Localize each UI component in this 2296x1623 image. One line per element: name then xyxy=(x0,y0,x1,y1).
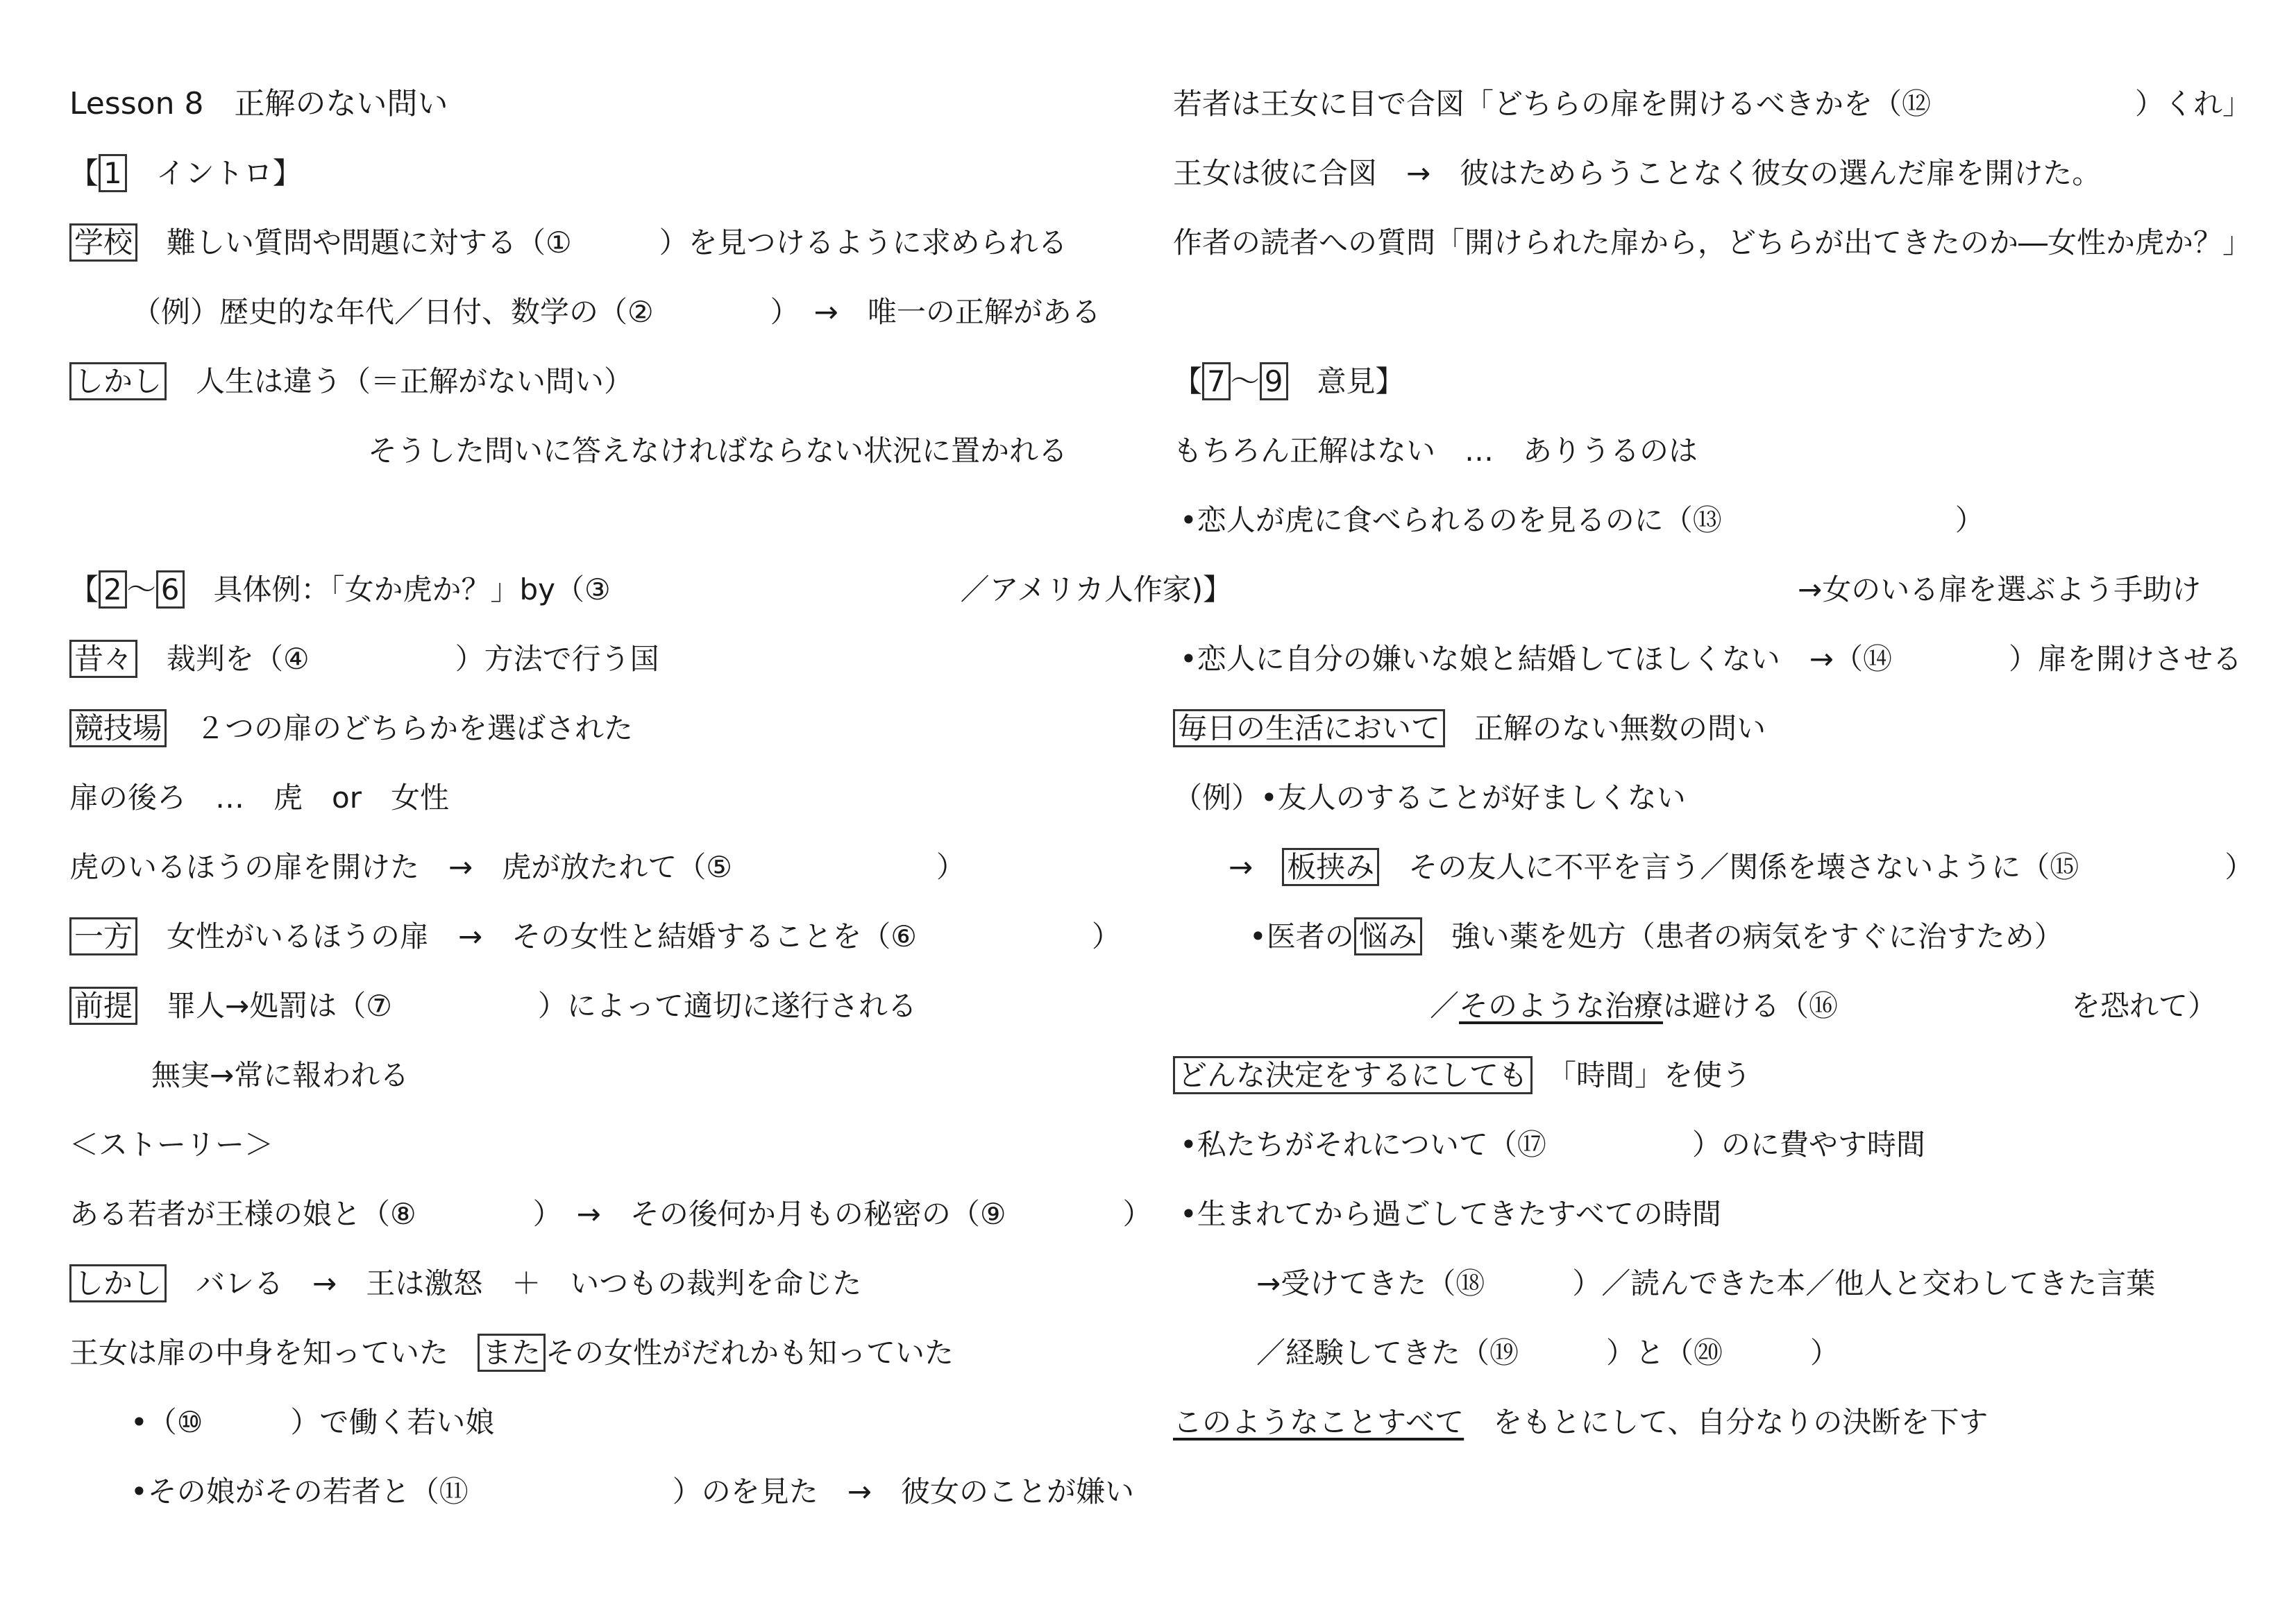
text-segment: 王女は扉の中身を知っていた xyxy=(69,1336,478,1370)
bullet-line xyxy=(1180,1124,1925,1166)
note-line xyxy=(69,1332,954,1374)
boxed-keyword: 悩み xyxy=(1354,917,1422,955)
note-line xyxy=(69,777,449,819)
boxed-keyword: 学校 xyxy=(69,223,137,262)
note-line xyxy=(1173,1055,1751,1096)
note-line xyxy=(69,222,1067,264)
note-line xyxy=(1256,1263,2155,1305)
text-segment: イントロ】 xyxy=(126,156,302,190)
text-segment: →受けてきた（⑱ ）／読んできた本／他人と交わしてきた言葉 xyxy=(1256,1266,2156,1300)
bullet-line xyxy=(1180,638,2242,680)
text-segment: •私たちがそれについて（⑰ ）のに費やす時間 xyxy=(1180,1128,1925,1162)
text-segment: 裁判を（④ ）方法で行う国 xyxy=(137,642,659,676)
text-segment: は避ける（⑯ を恐れて） xyxy=(1663,989,2218,1023)
text-segment: をもとにして、自分なりの決断を下す xyxy=(1464,1405,1989,1439)
bullet-line xyxy=(130,1471,1134,1513)
text-segment: バレる → 王は激怒 ＋ いつもの裁判を命じた xyxy=(167,1266,862,1300)
note-line xyxy=(1173,1402,1988,1443)
section-heading-intro xyxy=(69,153,302,194)
boxed-keyword: 9 xyxy=(1260,362,1288,400)
text-segment: もちろん正解はない … ありうるのは xyxy=(1173,434,1698,468)
note-line xyxy=(69,916,1121,958)
text-segment: そうした問いに答えなければならない状況に置かれる xyxy=(368,434,1068,468)
text-segment: その女性がだれかも知っていた xyxy=(546,1336,954,1370)
section-heading-opinion xyxy=(1173,361,1405,402)
bullet-line xyxy=(130,1402,494,1443)
boxed-keyword: 7 xyxy=(1202,362,1231,400)
text-segment: •恋人に自分の嫌いな娘と結婚してほしくない →（⑭ ）扉を開けさせる xyxy=(1180,642,2242,676)
note-line xyxy=(151,1055,409,1096)
text-segment: •（⑩ ）で働く若い娘 xyxy=(130,1405,495,1439)
note-line xyxy=(69,847,965,888)
underlined-phrase: そのような治療 xyxy=(1459,989,1664,1023)
text-segment: 「時間」を使う xyxy=(1533,1058,1752,1092)
bullet-line xyxy=(1249,916,2063,958)
text-segment: 人生は違う（＝正解がない問い） xyxy=(167,364,634,398)
text-segment: → xyxy=(1229,850,1283,884)
text-segment: •医者の xyxy=(1249,919,1354,953)
text-segment: ＜ストーリー＞ xyxy=(69,1128,274,1162)
text-segment: 若者は王女に目で合図「どちらの扉を開けるべきかを（⑫ ）くれ」 xyxy=(1173,87,2252,121)
boxed-keyword: どんな決定をするにしても xyxy=(1173,1056,1533,1094)
boxed-keyword: また xyxy=(478,1334,546,1372)
text-segment: 強い薬を処方（患者の病気をすぐに治すため） xyxy=(1421,919,2063,953)
bullet-line xyxy=(1180,500,1984,541)
note-line xyxy=(1173,153,2101,194)
text-segment: •生まれてから過ごしてきたすべての時間 xyxy=(1180,1197,1721,1231)
note-line xyxy=(1173,83,2252,125)
underlined-phrase: このようなことすべて xyxy=(1173,1405,1464,1439)
text-segment: 虎のいるほうの扉を開けた → 虎が放たれて（⑤ ） xyxy=(69,850,965,884)
text-segment: •その娘がその若者と（⑪ ）のを見た → 彼女のことが嫌い xyxy=(130,1475,1134,1509)
text-segment: 【 xyxy=(69,156,99,190)
boxed-keyword: 6 xyxy=(156,570,185,609)
story-heading xyxy=(69,1124,273,1166)
boxed-keyword: 1 xyxy=(99,154,127,192)
bullet-line xyxy=(1180,1193,1721,1235)
text-segment: その友人に不平を言う／関係を壊さないように（⑮ ） xyxy=(1379,850,2254,884)
boxed-keyword: しかし xyxy=(69,362,167,400)
text-segment: ～ xyxy=(1230,364,1260,398)
text-segment: 作者の読者への質問「開けられた扉から，どちらが出てきたのか―女性か虎か？」 xyxy=(1173,226,2252,260)
boxed-keyword: しかし xyxy=(69,1264,167,1302)
note-line xyxy=(69,638,659,680)
text-segment: 具体例：「女か虎か？」by（③ ／アメリカ人作家)】 xyxy=(184,572,1233,606)
text-segment: ／経験してきた（⑲ ）と（⑳ ） xyxy=(1256,1336,1840,1370)
text-segment: ある若者が王様の娘と（⑧ ） → その後何か月もの秘密の（⑨ ） xyxy=(69,1197,1152,1231)
note-line xyxy=(1173,777,1686,819)
lesson-title xyxy=(69,83,448,125)
text-segment: 正解のない無数の問い xyxy=(1445,711,1766,745)
text-segment: 王女は彼に合図 → 彼はためらうことなく彼女の選んだ扉を開けた。 xyxy=(1173,156,2102,190)
boxed-keyword: 一方 xyxy=(69,917,137,955)
note-line xyxy=(69,1263,861,1305)
note-line xyxy=(1798,569,2201,611)
boxed-keyword: 板挟み xyxy=(1282,848,1379,886)
note-line xyxy=(1229,847,2254,888)
boxed-keyword: 毎日の生活において xyxy=(1173,709,1445,747)
note-line xyxy=(1430,985,2217,1027)
text-segment: ～ xyxy=(126,572,156,606)
note-line xyxy=(1173,430,1698,472)
boxed-keyword: 競技場 xyxy=(69,709,167,747)
boxed-keyword: 昔々 xyxy=(69,640,137,678)
text-segment: →女のいる扉を選ぶよう手助け xyxy=(1798,572,2202,606)
note-line xyxy=(69,1193,1152,1235)
text-segment: ２つの扉のどちらかを選ばされた xyxy=(167,711,634,745)
text-segment: （例）•友人のすることが好ましくない xyxy=(1173,781,1686,815)
note-line xyxy=(132,291,1101,333)
boxed-keyword: 前提 xyxy=(69,987,137,1025)
text-segment: 罪人→処罰は（⑦ ）によって適切に遂行される xyxy=(137,989,917,1023)
note-line xyxy=(1256,1332,1839,1374)
text-segment: 女性がいるほうの扉 → その女性と結婚することを（⑥ ） xyxy=(137,919,1121,953)
note-line xyxy=(1173,708,1766,749)
note-line xyxy=(69,985,917,1027)
text-segment: 扉の後ろ … 虎 or 女性 xyxy=(69,781,449,815)
boxed-keyword: 2 xyxy=(99,570,127,609)
note-line xyxy=(69,361,633,402)
text-segment: Lesson 8 正解のない問い xyxy=(69,86,448,121)
text-segment: 【 xyxy=(1173,364,1203,398)
note-line xyxy=(368,430,1067,472)
text-segment: •恋人が虎に食べられるのを見るのに（⑬ ） xyxy=(1180,503,1984,537)
text-segment: 【 xyxy=(69,572,99,606)
text-segment: ／ xyxy=(1430,989,1460,1023)
text-segment: （例）歴史的な年代／日付、数学の（② ） → 唯一の正解がある xyxy=(132,295,1101,329)
note-line xyxy=(1173,222,2252,264)
text-segment: 意見】 xyxy=(1288,364,1405,398)
text-segment: 無実→常に報われる xyxy=(151,1058,410,1092)
text-segment: 難しい質問や問題に対する（① ）を見つけるように求められる xyxy=(137,226,1067,260)
note-line xyxy=(69,708,633,749)
section-heading-example xyxy=(69,569,1232,611)
